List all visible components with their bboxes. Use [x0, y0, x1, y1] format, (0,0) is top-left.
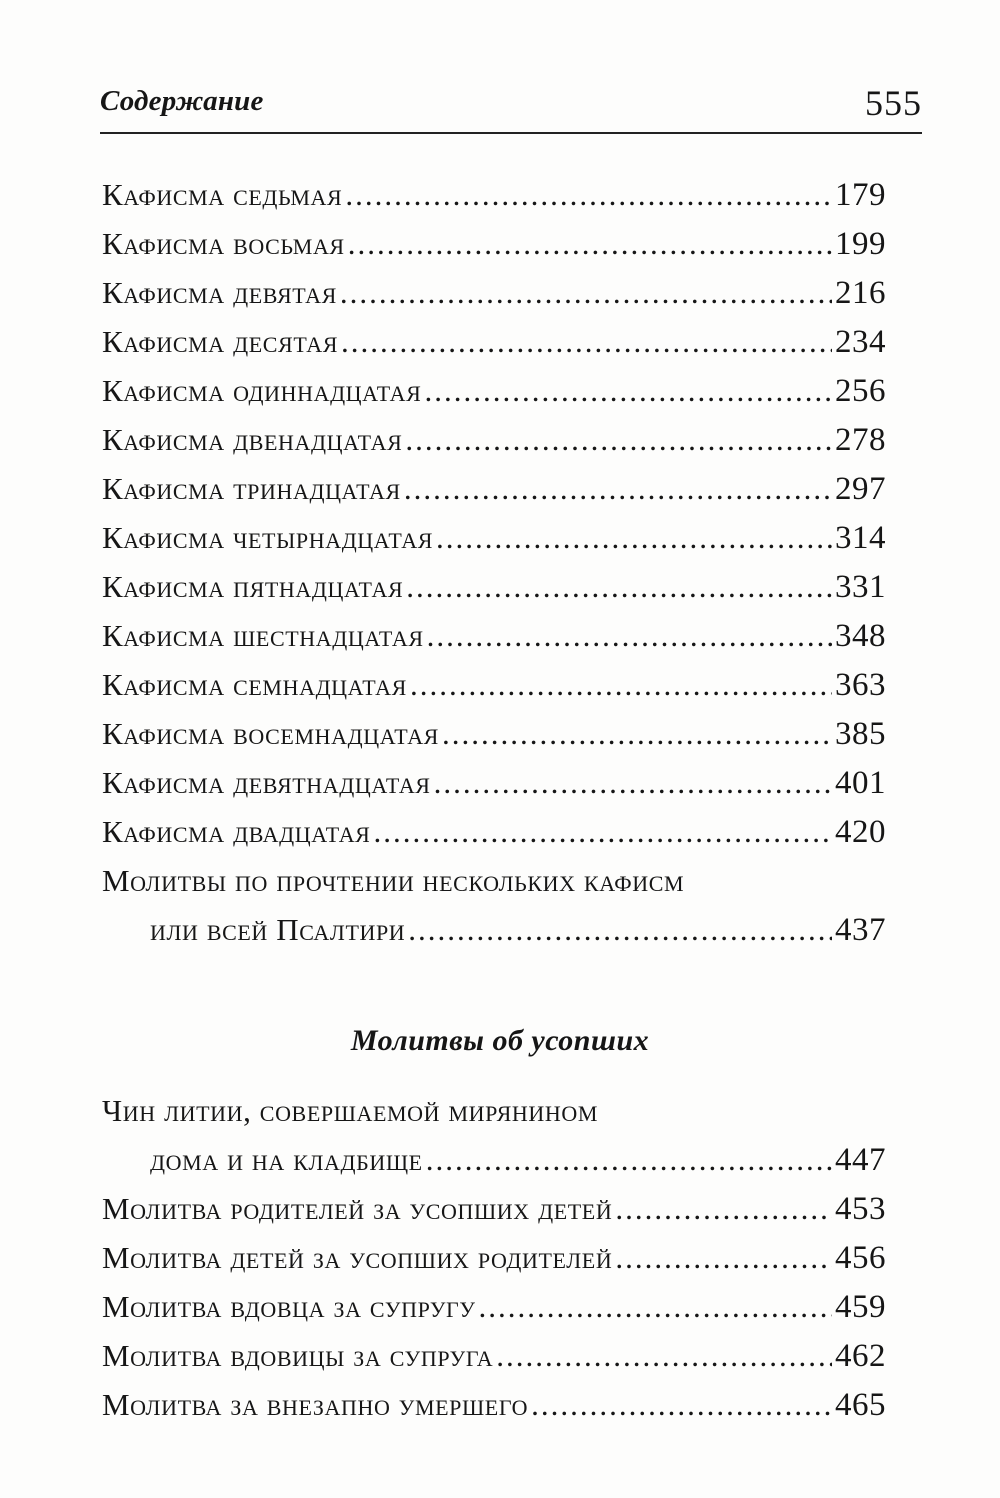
leader-dots: [615, 1233, 832, 1282]
toc-entry-label: Кафисма двадцатая: [102, 814, 371, 849]
header-rule: [100, 132, 922, 134]
toc-entry-label: Кафисма двенадцатая: [102, 422, 403, 457]
leader-dots: [436, 513, 832, 562]
toc-entry-label: Кафисма восемнадцатая: [102, 716, 439, 751]
toc-entry-page: 179: [835, 177, 886, 213]
toc-entry[interactable]: [102, 415, 886, 464]
toc-entry-label: Молитва вдовицы за супруга: [102, 1338, 494, 1373]
toc-list-kathismas: [102, 170, 886, 954]
toc-entry-label: Молитва родителей за усопших детей: [102, 1191, 613, 1226]
toc-entry-page: 314: [835, 520, 886, 556]
toc-entry-page: 216: [835, 275, 886, 311]
toc-entry-page: 462: [835, 1338, 886, 1374]
toc-entry-page: 278: [835, 422, 886, 458]
toc-entry-label: Молитва детей за усопших родителей: [102, 1240, 613, 1275]
leader-dots: [408, 905, 832, 954]
toc-entry[interactable]: [102, 1331, 886, 1380]
toc-entry-label: Кафисма четырнадцатая: [102, 520, 434, 555]
toc-entry[interactable]: [102, 366, 886, 415]
toc-entry-page: 331: [835, 569, 886, 605]
toc-entry[interactable]: [102, 317, 886, 366]
toc-entry[interactable]: [102, 1184, 886, 1233]
toc-entry[interactable]: [102, 513, 886, 562]
toc-entry-label: Кафисма девятая: [102, 275, 337, 310]
leader-dots: [348, 219, 832, 268]
toc-entry[interactable]: [102, 1380, 886, 1429]
leader-dots: [615, 1184, 832, 1233]
toc-entry-label: Кафисма одиннадцатая: [102, 373, 422, 408]
leader-dots: [406, 562, 832, 611]
leader-dots: [427, 611, 832, 660]
toc-entry[interactable]: [102, 709, 886, 758]
leader-dots: [405, 415, 832, 464]
toc-entry-label: Кафисма девятнадцатая: [102, 765, 431, 800]
toc-entry-page: 385: [835, 716, 886, 752]
toc-entry[interactable]: [102, 219, 886, 268]
leader-dots: [426, 1135, 832, 1184]
toc-entry-label: Кафисма десятая: [102, 324, 339, 359]
toc-entry[interactable]: [102, 562, 886, 611]
leader-dots: [496, 1331, 832, 1380]
running-header: [100, 80, 922, 126]
page-number: 555: [865, 83, 922, 123]
toc-entry[interactable]: [102, 464, 886, 513]
leader-dots: [442, 709, 832, 758]
toc-entry[interactable]: [102, 170, 886, 219]
toc-entry-label: Молитва за внезапно умершего: [102, 1387, 529, 1422]
toc-entry-page: 199: [835, 226, 886, 262]
leader-dots: [373, 807, 832, 856]
toc-entry[interactable]: [102, 611, 886, 660]
toc-entry[interactable]: [102, 1086, 886, 1184]
toc-entry-label: Кафисма пятнадцатая: [102, 569, 404, 604]
leader-dots: [410, 660, 832, 709]
leader-dots: [341, 317, 832, 366]
toc-entry-page: 456: [835, 1240, 886, 1276]
toc-entry-page: 234: [835, 324, 886, 360]
toc-entry[interactable]: [102, 268, 886, 317]
section-heading: Молитвы об усопших: [350, 1024, 650, 1057]
toc-entry-label: Кафисма семнадцатая: [102, 667, 407, 702]
toc-entry-label: Кафисма седьмая: [102, 177, 343, 212]
leader-dots: [531, 1380, 832, 1429]
toc-entry-page: 363: [835, 667, 886, 703]
toc-entry-label: Кафисма шестнадцатая: [102, 618, 424, 653]
toc-entry-page: 447: [835, 1142, 886, 1178]
leader-dots: [479, 1282, 832, 1331]
toc-entry-page: 465: [835, 1387, 886, 1423]
toc-entry-page: 420: [835, 814, 886, 850]
toc-entry-label: Чин литии, совершаемой мирянином: [102, 1093, 598, 1128]
toc-entry-page: 348: [835, 618, 886, 654]
toc-entry[interactable]: [102, 1233, 886, 1282]
leader-dots: [345, 170, 832, 219]
toc-entry-page: 459: [835, 1289, 886, 1325]
toc-entry-label: Молитва вдовца за супругу: [102, 1289, 476, 1324]
toc-entry[interactable]: [102, 660, 886, 709]
toc-entry-page: 401: [835, 765, 886, 801]
toc-list-prayers-departed: [102, 1086, 886, 1429]
toc-entry[interactable]: [102, 758, 886, 807]
toc-entry-label-continued: дома и на кладбище: [150, 1142, 423, 1177]
toc-entry-page: 453: [835, 1191, 886, 1227]
leader-dots: [424, 366, 832, 415]
toc-entry-page: 297: [835, 471, 886, 507]
toc-entry-page: 437: [835, 912, 886, 948]
toc-entry-label: Молитвы по прочтении нескольких кафисм: [102, 863, 685, 898]
toc-entry-label: Кафисма восьмая: [102, 226, 345, 261]
leader-dots: [434, 758, 832, 807]
toc-entry[interactable]: [102, 856, 886, 954]
leader-dots: [404, 464, 832, 513]
toc-entry-page: 256: [835, 373, 886, 409]
toc-entry[interactable]: [102, 1282, 886, 1331]
toc-entry-label: Кафисма тринадцатая: [102, 471, 401, 506]
running-header-title: Содержание: [100, 85, 264, 117]
toc-entry-label-continued: или всей Псалтири: [150, 912, 406, 947]
leader-dots: [340, 268, 832, 317]
toc-entry[interactable]: [102, 807, 886, 856]
